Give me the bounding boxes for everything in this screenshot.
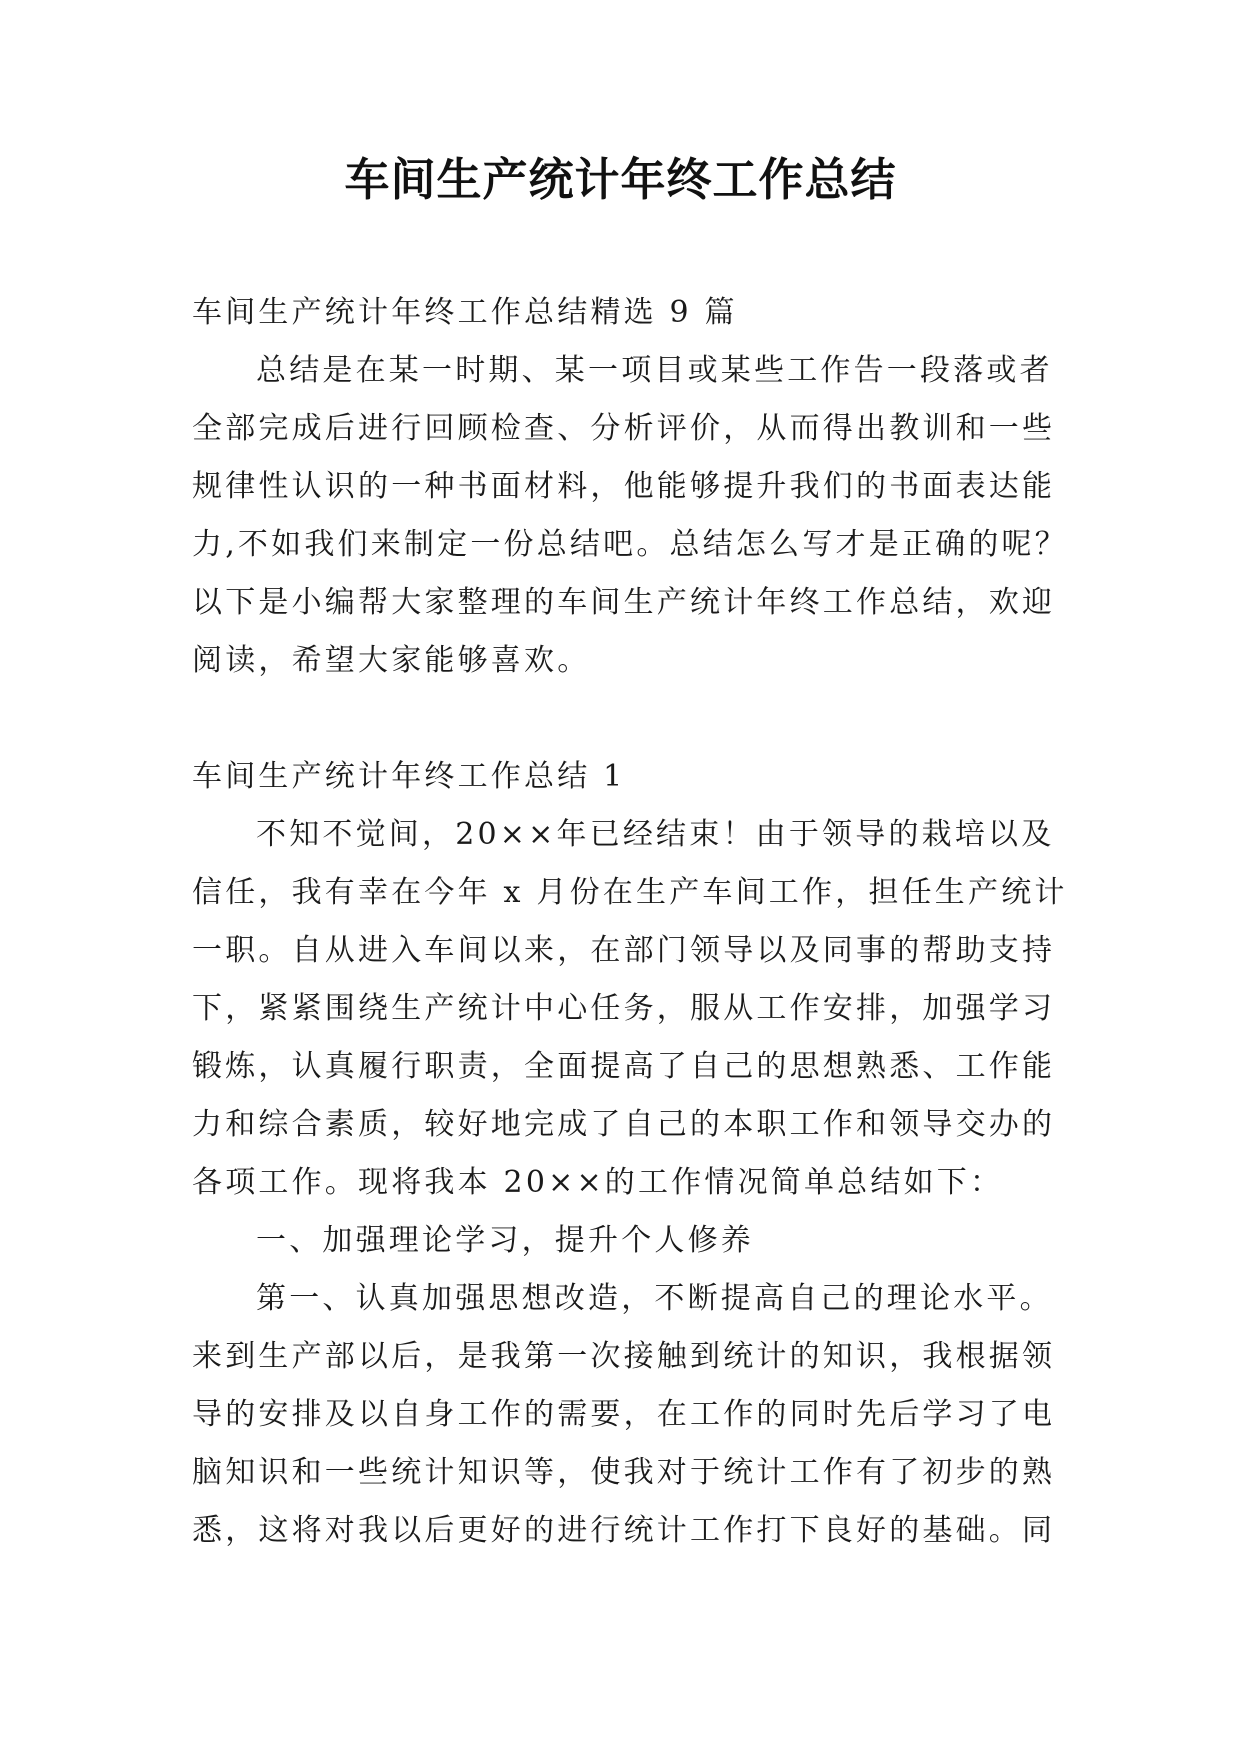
body-line: 力和综合素质，较好地完成了自己的本职工作和领导交办的 — [192, 1107, 1056, 1142]
body-line: 锻炼，认真履行职责，全面提高了自己的思想熟悉、工作能 — [192, 1049, 1056, 1084]
document-title: 车间生产统计年终工作总结 — [344, 153, 897, 206]
body-line: 不知不觉间，20××年已经结束！由于领导的栽培以及 — [256, 817, 1055, 852]
body-line: 脑知识和一些统计知识等，使我对于统计工作有了初步的熟 — [192, 1455, 1056, 1490]
subsection-heading: 一、加强理论学习，提升个人修养 — [256, 1223, 754, 1258]
body-line: 悉，这将对我以后更好的进行统计工作打下良好的基础。同 — [192, 1513, 1056, 1548]
intro-line: 总结是在某一时期、某一项目或某些工作告一段落或者 — [256, 353, 1053, 388]
body-line: 信任，我有幸在今年 x 月份在生产车间工作，担任生产统计 — [192, 875, 1068, 910]
section-heading: 车间生产统计年终工作总结 1 — [192, 759, 626, 794]
body-line: 下，紧紧围绕生产统计中心任务，服从工作安排，加强学习 — [192, 991, 1056, 1026]
body-line: 来到生产部以后，是我第一次接触到统计的知识，我根据领 — [192, 1339, 1056, 1374]
intro-line: 规律性认识的一种书面材料，他能够提升我们的书面表达能 — [192, 469, 1056, 504]
body-line: 各项工作。现将我本 20××的工作情况简单总结如下： — [192, 1165, 1004, 1200]
document-body — [192, 284, 1068, 1560]
paragraph-gap — [192, 690, 1068, 748]
intro-line: 阅读，希望大家能够喜欢。 — [192, 643, 591, 678]
intro-line: 全部完成后进行回顾检查、分析评价，从而得出教训和一些 — [192, 411, 1056, 446]
intro-line: 力,不如我们来制定一份总结吧。总结怎么写才是正确的呢？ — [192, 527, 1068, 562]
subtitle-line: 车间生产统计年终工作总结精选 9 篇 — [192, 295, 738, 330]
body-line: 第一、认真加强思想改造，不断提高自己的理论水平。 — [256, 1281, 1053, 1316]
body-line: 一职。自从进入车间以来，在部门领导以及同事的帮助支持 — [192, 933, 1056, 968]
intro-line: 以下是小编帮大家整理的车间生产统计年终工作总结，欢迎 — [192, 585, 1056, 620]
body-line: 导的安排及以自身工作的需要，在工作的同时先后学习了电 — [192, 1397, 1056, 1432]
